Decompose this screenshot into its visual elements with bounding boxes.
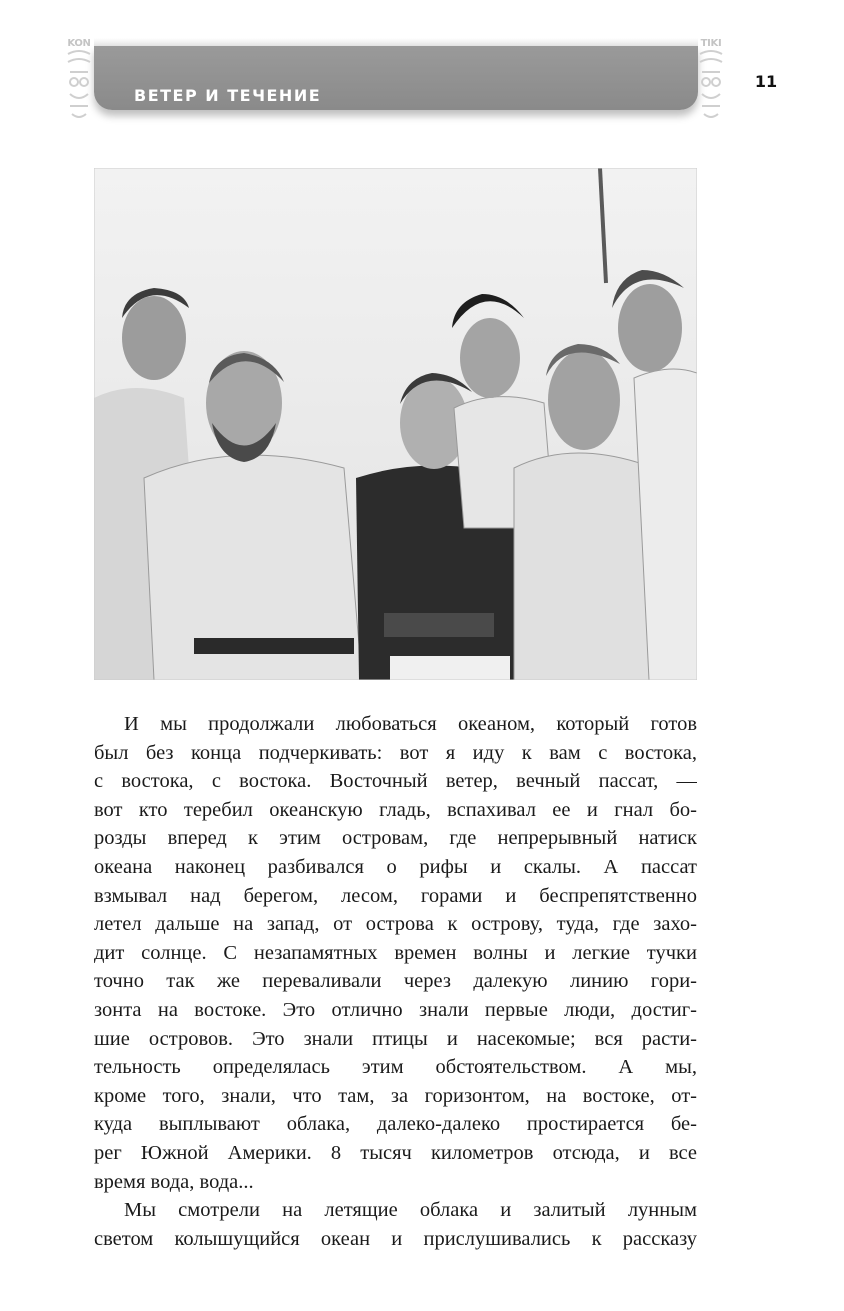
text-line: летел дальше на запад, от острова к острову, туда, где захо- (94, 913, 697, 936)
text-line: тельность определялась этим обстоятельством. А мы, (94, 1056, 697, 1079)
text-line: взмывал над берегом, лесом, горами и беспрепятственно (94, 884, 697, 907)
kon-tiki-logo-right (696, 32, 726, 124)
running-header (67, 32, 722, 128)
page-number: 11 (754, 72, 778, 91)
logo-right-label: TIKI (700, 38, 722, 49)
text-line: розды вперед к этим островам, где непрерывный натиск (94, 827, 697, 850)
chapter-title: ВЕТЕР И ТЕЧЕНИЕ (134, 86, 322, 105)
text-line: океана наконец разбивался о рифы и скалы. А пассат (94, 855, 697, 878)
logo-left-label: KON (67, 38, 91, 49)
text-line: зонта на востоке. Это отлично знали первые люди, достиг- (94, 998, 697, 1021)
text-line: кроме того, знали, что там, за горизонтом, на востоке, от- (94, 1084, 697, 1107)
text-line: дит солнце. С незапамятных времен волны и легкие тучки (94, 941, 697, 964)
text-line: вот кто теребил океанскую гладь, вспахивал ее и гнал бо- (94, 798, 697, 821)
text-line: Мы смотрели на летящие облака и залитый лунным (124, 1199, 697, 1222)
text-line: время вода, вода... (94, 1170, 254, 1193)
text-line: куда выплывают облака, далеко-далеко простирается бе- (94, 1113, 697, 1136)
kon-tiki-logo-left (64, 32, 94, 124)
body-paragraphs (94, 710, 697, 1253)
group-photograph (94, 168, 697, 680)
text-line: рег Южной Америки. 8 тысяч километров отсюда, и все (94, 1141, 697, 1164)
text-line: точно так же переваливали через далекую линию гори- (94, 970, 697, 993)
text-line: был без конца подчеркивать: вот я иду к вам с востока, (94, 741, 697, 764)
text-line: И мы продолжали любоваться океаном, который готов (124, 713, 697, 735)
text-line: шие островов. Это знали птицы и насекомые; вся расти- (94, 1027, 697, 1050)
text-line: с востока, с востока. Восточный ветер, вечный пассат, — (94, 770, 697, 793)
photo-illustration (94, 168, 697, 680)
header-bar (94, 46, 698, 110)
text-line: светом колышущийся океан и прислушивались к рассказу (94, 1227, 697, 1250)
